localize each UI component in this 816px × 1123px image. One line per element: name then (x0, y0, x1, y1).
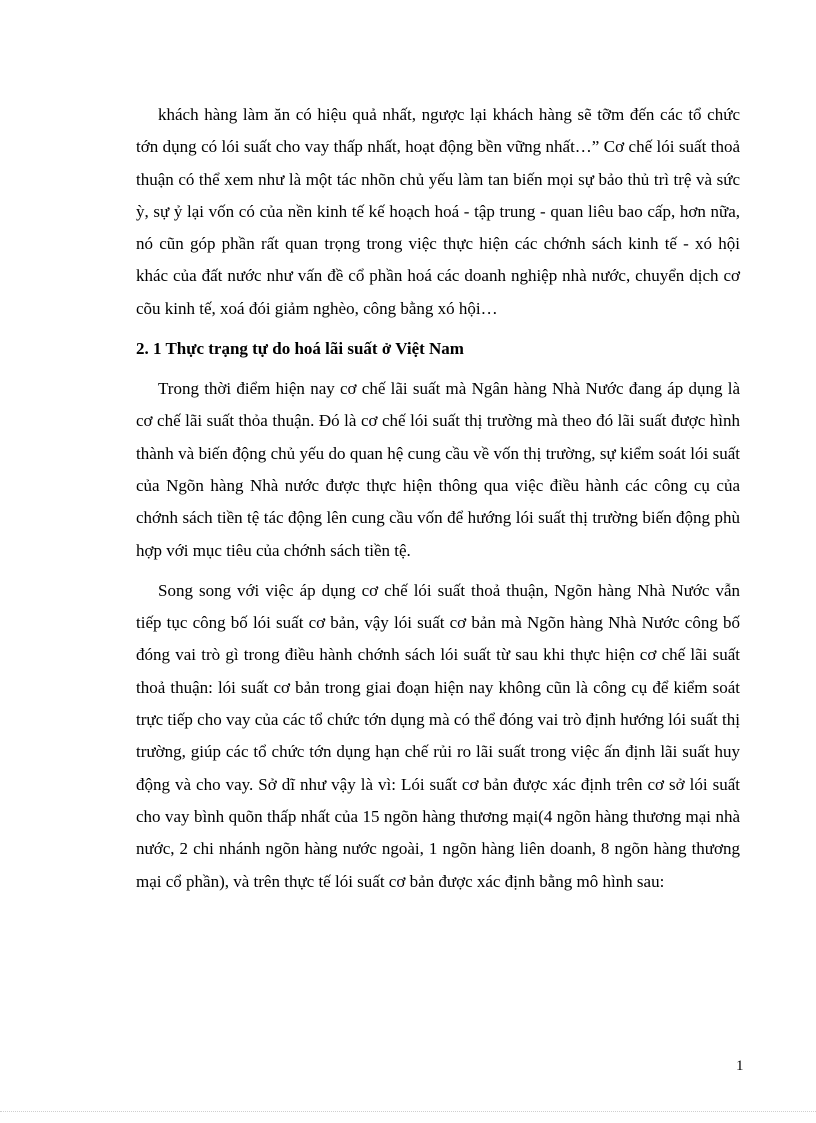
paragraph-base-rate: Song song với việc áp dụng cơ chế lói suất thoả thuận, Ngõn hàng Nhà Nước vẫn tiếp tục công bố lói suất cơ bản, vậy lói suất cơ bản mà Ngõn hàng Nhà Nước công bố đóng vai trò gì trong điều hành chớnh sách lói suất từ sau khi thực hiện cơ chế lãi suất thoả thuận: lói suất cơ bản trong giai đoạn hiện nay không cũn là công cụ để kiểm soát trực tiếp cho vay của các tổ chức tớn dụng mà có thể đóng vai trò định hướng lói suất thị trường, giúp các tổ chức tớn dụng hạn chế rủi ro lãi suất trong việc ấn định lãi suất huy động và cho vay. Sở dĩ như vậy là vì: Lói suất cơ bản được xác định trên cơ sở lói suất cho vay bình quõn thấp nhất của 15 ngõn hàng thương mại(4 ngõn hàng thương mại nhà nước, 2 chi nhánh ngõn hàng nước ngoài, 1 ngõn hàng liên doanh, 8 ngõn hàng thương mại cổ phần), và trên thực tế lói suất cơ bản được xác định bằng mô hình sau: (136, 580, 740, 891)
paragraph-continuation: khách hàng làm ăn có hiệu quả nhất, ngược lại khách hàng sẽ tỡm đến các tổ chức tớn dụng có lói suất cho vay thấp nhất, hoạt động bền vững nhất…” Cơ chế lói suất thoả thuận có thể xem như là một tác nhõn chủ yếu làm tan biến mọi sự bảo thủ trì trệ và sức ỳ, sự ỷ lại vốn có của nền kinh tế kế hoạch hoá - tập trung - quan liêu bao cấp, hơn nữa, nó cũn góp phần rất quan trọng trong việc thực hiện các chớnh sách kinh tế - xó hội khác của đất nước như vấn đề cổ phần hoá các doanh nghiệp nhà nước, chuyển dịch cơ cõu kinh tế, xoá đói giảm nghèo, công bằng xó hội… (136, 105, 740, 318)
page-bottom-divider (0, 1111, 816, 1112)
page-number: 1 (736, 1058, 744, 1074)
section-heading: 2. 1 Thực trạng tự do hoá lãi suất ở Việt Nam (136, 339, 464, 359)
document-body (136, 99, 740, 898)
paragraph-current-mechanism: Trong thời điểm hiện nay cơ chế lãi suất mà Ngân hàng Nhà Nước đang áp dụng là cơ chế lãi suất thỏa thuận. Đó là cơ chế lói suất thị trường mà theo đó lãi suất được hình thành và biến động chủ yếu do quan hệ cung cầu về vốn thị trường, sự kiểm soát lói suất của Ngõn hàng Nhà nước được thực hiện thông qua việc điều hành các công cụ của chớnh sách tiền tệ tác động lên cung cầu vốn để hướng lói suất thị trường biến động phù hợp với mục tiêu của chớnh sách tiền tệ. (136, 379, 740, 560)
